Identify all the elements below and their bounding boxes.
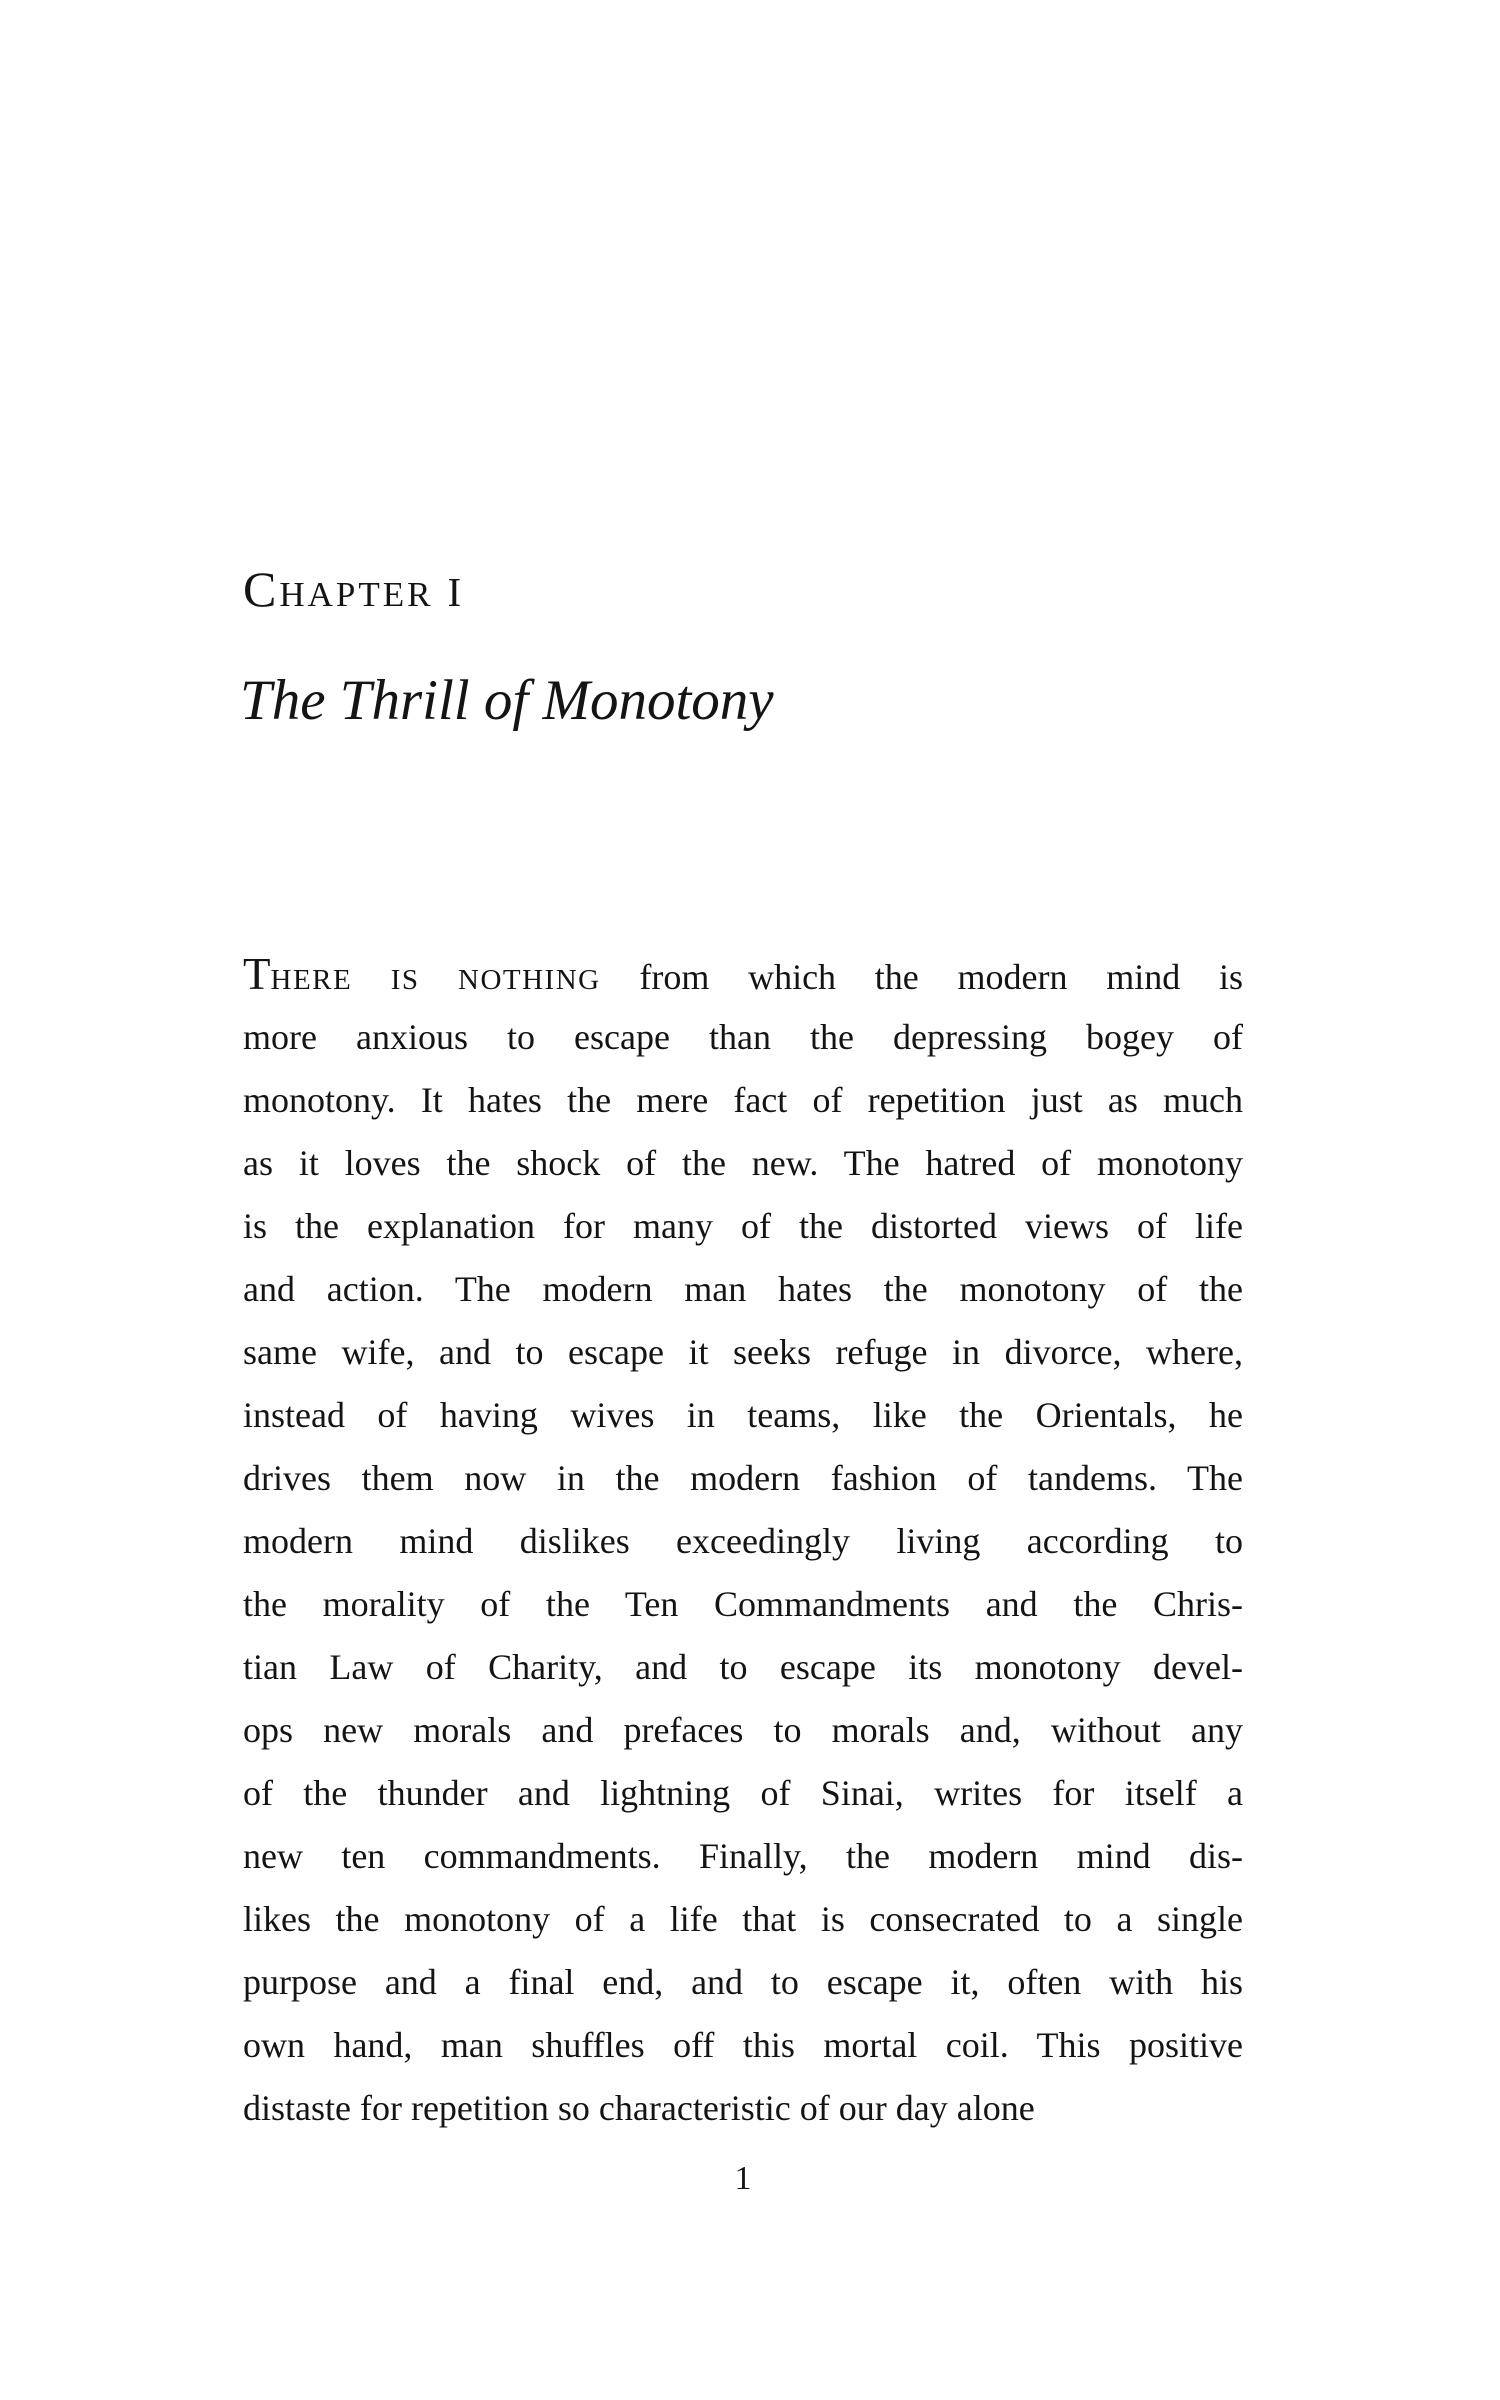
body-line: same wife, and to escape it seeks refuge in divorce, where, [243, 1332, 1243, 1372]
body-line: own hand, man shuffles off this mortal coil. This positive [243, 2025, 1243, 2065]
first-line-rest: from which the modern mind is [600, 957, 1244, 997]
body-line: drives them now in the modern fashion of tandems. The [243, 1458, 1243, 1498]
body-line: of the thunder and lightning of Sinai, writes for itself a [243, 1773, 1243, 1813]
chapter-heading [243, 560, 464, 618]
opening-small-caps: HERE IS NOTHING [270, 964, 601, 996]
chapter-heading-numeral: I [447, 569, 465, 615]
body-line: instead of having wives in teams, like the Orientals, he [243, 1395, 1243, 1435]
body-line: as it loves the shock of the new. The hatred of monotony [243, 1143, 1243, 1183]
body-lines [243, 1006, 1243, 2140]
body-line-first [243, 943, 1243, 1006]
page-number: 1 [734, 2160, 752, 2197]
body-text [243, 943, 1243, 2140]
body-line: is the explanation for many of the distorted views of life [243, 1206, 1243, 1246]
body-line: new ten commandments. Finally, the modern mind dis- [243, 1836, 1243, 1876]
body-line: likes the monotony of a life that is consecrated to a single [243, 1899, 1243, 1939]
chapter-title: The Thrill of Monotony [240, 669, 774, 732]
chapter-heading-rest: HAPTER [279, 575, 434, 614]
drop-initial: T [243, 949, 271, 999]
body-line: tian Law of Charity, and to escape its monotony devel- [243, 1647, 1243, 1687]
body-line: ops new morals and prefaces to morals and, without any [243, 1710, 1243, 1750]
body-line: and action. The modern man hates the monotony of the [243, 1269, 1243, 1309]
body-line: monotony. It hates the mere fact of repetition just as much [243, 1080, 1243, 1120]
body-line: purpose and a final end, and to escape it, often with his [243, 1962, 1243, 2002]
body-line: modern mind dislikes exceedingly living according to [243, 1521, 1243, 1561]
body-line: more anxious to escape than the depressing bogey of [243, 1017, 1243, 1057]
chapter-heading-initial: C [243, 561, 280, 617]
body-line: the morality of the Ten Commandments and the Chris- [243, 1584, 1243, 1624]
body-line: distaste for repetition so characteristic of our day alone [243, 2088, 1035, 2128]
